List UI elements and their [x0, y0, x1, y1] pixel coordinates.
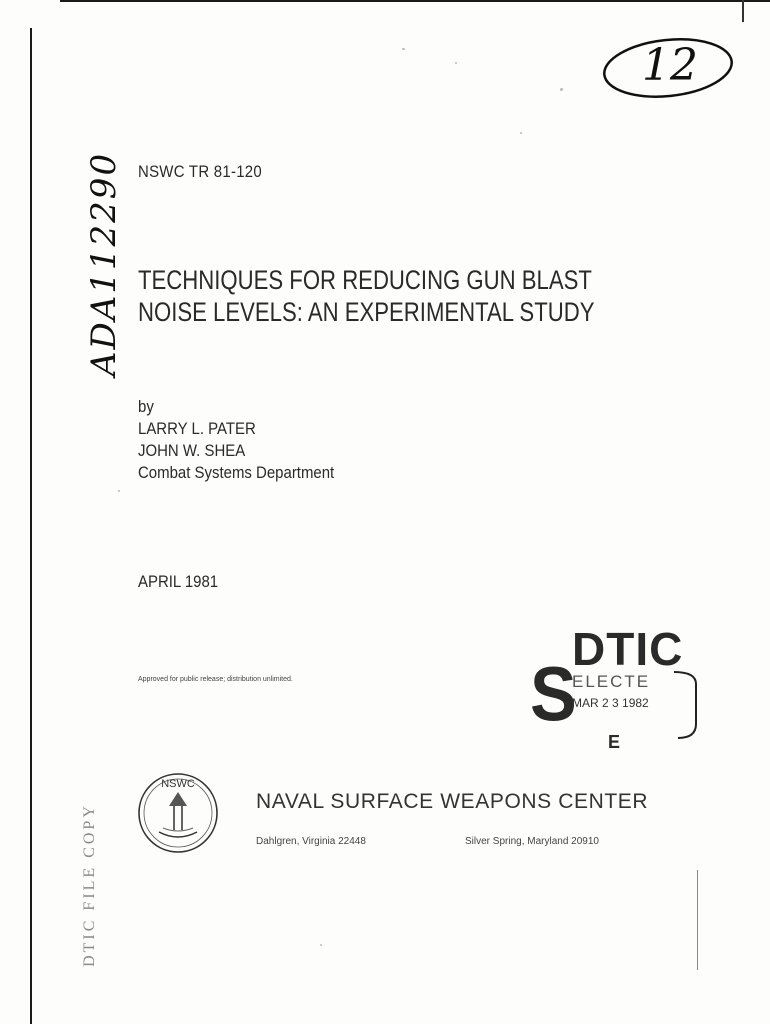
dtic-label: DTIC — [572, 623, 684, 675]
by-label: by — [138, 397, 154, 416]
stamp-bracket-icon — [670, 670, 702, 742]
author-block — [138, 396, 334, 484]
report-date: APRIL 1981 — [138, 572, 219, 591]
scan-edge-top — [60, 0, 770, 2]
scan-edge-left — [30, 28, 32, 1024]
department-name: Combat Systems Department — [138, 463, 335, 482]
scan-speck — [320, 944, 322, 946]
author-name: JOHN W. SHEA — [138, 441, 246, 460]
elected-label: ELECTE — [572, 672, 651, 691]
report-number: NSWC TR 81-120 — [138, 162, 262, 181]
scan-edge-right — [742, 0, 744, 22]
stamp-date: MAR 2 3 1982 — [572, 696, 649, 710]
nswc-seal-icon — [133, 770, 223, 856]
scan-speck — [455, 62, 457, 64]
page-count-number: 12 — [642, 40, 698, 91]
accession-text: ADA112290 — [84, 151, 124, 377]
title-line: NOISE LEVELS: AN EXPERIMENTAL STUDY — [138, 297, 595, 327]
scan-speck — [118, 490, 120, 492]
dtic-file-copy-stamp — [70, 800, 110, 970]
nswc-logo — [133, 770, 223, 856]
location-silver-spring: Silver Spring, Maryland 20910 — [465, 836, 599, 847]
handwritten-accession-number — [84, 148, 124, 380]
e-mark: E — [608, 732, 621, 752]
scan-speck — [402, 48, 405, 50]
author-name: LARRY L. PATER — [138, 419, 256, 438]
release-statement: Approved for public release; distribution unlimited. — [138, 676, 293, 683]
page-count-mark — [598, 30, 740, 102]
side-stamp-text: DTIC FILE COPY — [81, 803, 98, 967]
logo-text: NSWC — [161, 778, 195, 790]
report-title — [138, 264, 594, 328]
scan-speck — [560, 88, 563, 91]
title-line: TECHNIQUES FOR REDUCING GUN BLAST — [138, 265, 592, 295]
organization-name: NAVAL SURFACE WEAPONS CENTER — [256, 790, 649, 813]
margin-line — [697, 870, 698, 970]
dtic-elected-stamp — [530, 620, 705, 750]
scan-speck — [520, 132, 522, 134]
s-mark: S — [530, 651, 577, 737]
location-dahlgren: Dahlgren, Virginia 22448 — [256, 836, 366, 847]
